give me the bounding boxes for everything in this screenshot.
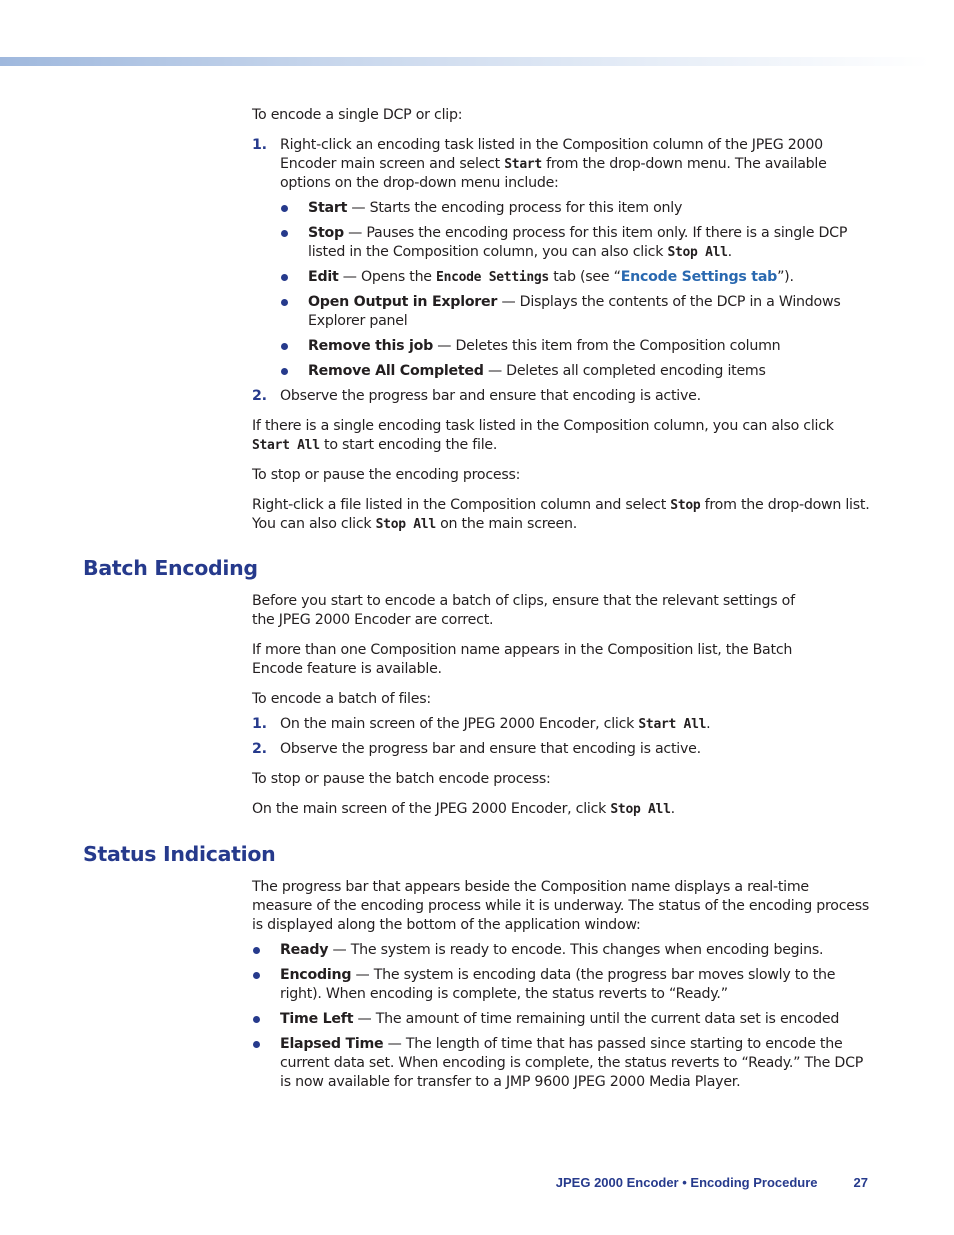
batch-para-1: Before you start to encode a batch of clips, ensure that the relevant settings of the JPEG 2000 Encoder are correct. [252,593,795,628]
step-number: 1. [252,716,267,732]
text-run: from the drop-down list. You can also click [252,497,870,532]
batch-step-2 [252,740,872,759]
bullet-icon [253,1016,260,1023]
section-batch-encoding [252,592,872,830]
status-term: Ready [280,942,329,958]
bullet-icon [253,1041,260,1048]
step-text: from the drop-down menu. The available options on the drop-down menu include: [280,156,827,191]
step-1 [252,136,872,381]
bullet-icon [281,343,288,350]
batch-encoding-heading: Batch Encoding [83,556,258,580]
option-term: Start [308,200,348,216]
status-text: — The system is ready to encode. This changes when encoding begins. [328,942,824,958]
step-text: On the main screen of the JPEG 2000 Encoder, click [280,716,639,732]
status-text: — The amount of time remaining until the current data set is encoded [353,1011,840,1027]
option-text: — Starts the encoding process for this item only [347,200,683,216]
encode-settings-link[interactable]: Encode Settings tab [620,269,778,285]
status-text: — The system is encoding data (the progress bar moves slowly to the right). When encoding is complete, the status reverts to “Ready.” [280,967,836,1002]
option-text: ”). [777,269,794,285]
bullet-icon [281,299,288,306]
batch-para-4: To stop or pause the batch encode process: [252,771,551,787]
page-footer [556,1175,868,1190]
step-text: Observe the progress bar and ensure that encoding is active. [280,741,701,757]
stop-all-command: Stop All [667,245,728,260]
text-run: Right-click a file listed in the Composition column and select [252,497,671,513]
status-term: Time Left [280,1011,354,1027]
bullet-icon [253,947,260,954]
option-text: — Displays the contents of the DCP in a Windows Explorer panel [308,294,841,329]
section-single-encode [252,106,872,545]
option-text: — Deletes this item from the Composition column [433,338,781,354]
start-command: Start [504,157,542,172]
step-text: Right-click an encoding task listed in the Composition column of the JPEG 2000 Encoder main screen and select [280,137,823,172]
option-text: — Opens the [338,269,437,285]
option-term: Open Output in Explorer [308,294,498,310]
step-text: . [706,716,711,732]
option-term: Stop [308,225,344,241]
section-status-indication [252,878,872,1098]
batch-para-3: To encode a batch of files: [252,691,431,707]
page-number: 27 [853,1175,868,1190]
header-gradient-bar [0,57,930,66]
status-text: — The length of time that has passed since starting to encode the current data set. When encoding is complete, the status reverts to “Ready.” The DCP is now available for transfer to a JMP 9600 JPEG 2000 Media Player. [280,1036,864,1090]
text-run: . [670,801,675,817]
status-list [252,941,872,1092]
status-time-left [252,1010,872,1029]
option-text: — Deletes all completed encoding items [483,363,766,379]
step-number: 2. [252,388,267,404]
status-encoding [252,966,872,1004]
option-text: tab (see “ [548,269,621,285]
step-number: 2. [252,741,267,757]
option-remove-all [280,362,872,381]
encode-settings-command: Encode Settings [436,270,549,285]
status-indication-heading: Status Indication [83,842,276,866]
stop-all-command: Stop All [375,517,436,532]
option-open-output [280,293,872,331]
option-list [280,199,872,381]
option-edit [280,268,872,287]
status-elapsed-time [252,1035,872,1092]
batch-para-5 [252,800,872,819]
option-start [280,199,872,218]
status-para-1: The progress bar that appears beside the Composition name displays a real-time measure of the encoding process while it is underway. The status of the encoding process is displayed along the bottom of the application window: [252,879,870,933]
batch-step-1 [252,715,872,734]
bullet-icon [281,368,288,375]
option-remove-job [280,337,872,356]
footer-title: JPEG 2000 Encoder • Encoding Procedure [555,1175,818,1190]
stop-text [252,496,872,534]
text-run: On the main screen of the JPEG 2000 Encoder, click [252,801,611,817]
status-term: Encoding [280,967,352,983]
start-all-command: Start All [252,438,320,453]
status-ready [252,941,872,960]
stop-command: Stop [670,498,701,513]
step-2 [252,387,872,406]
text-run: on the main screen. [435,516,577,532]
bullet-icon [281,205,288,212]
single-task-text [252,417,872,455]
option-stop [280,224,872,262]
option-text: . [727,244,732,260]
bullet-icon [281,230,288,237]
option-term: Remove All Completed [308,363,484,379]
status-term: Elapsed Time [280,1036,384,1052]
step-number: 1. [252,137,267,153]
text-run: to start encoding the file. [319,437,498,453]
stop-intro-text: To stop or pause the encoding process: [252,467,521,483]
bullet-icon [253,972,260,979]
option-term: Remove this job [308,338,434,354]
text-run: If there is a single encoding task listed in the Composition column, you can also click [252,418,834,434]
option-term: Edit [308,269,339,285]
batch-para-2: If more than one Composition name appears in the Composition list, the Batch Encode feature is available. [252,642,793,677]
bullet-icon [281,274,288,281]
start-all-command: Start All [638,717,707,732]
step-text: Observe the progress bar and ensure that encoding is active. [280,388,701,404]
intro-text: To encode a single DCP or clip: [252,107,463,123]
option-text: — Pauses the encoding process for this item only. If there is a single DCP listed in the Composition column, you can also click [308,225,848,260]
stop-all-command: Stop All [610,802,671,817]
